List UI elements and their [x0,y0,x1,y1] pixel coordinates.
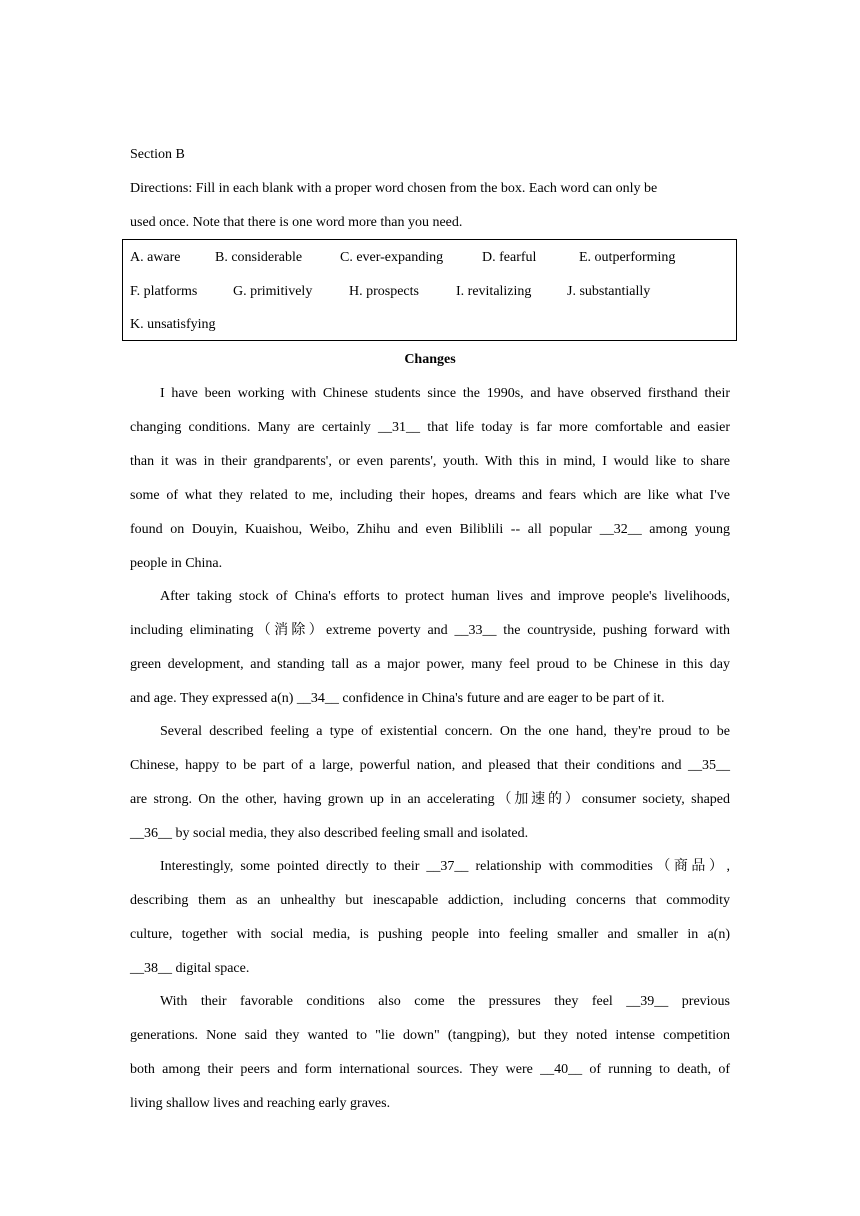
passage-line: Interestingly, some pointed directly to their __37__ relationship with commodities（商品）, [160,859,730,874]
word-bank-box [122,239,737,341]
section-heading: Section B [130,147,185,162]
passage-line: With their favorable conditions also come the pressures they feel __39__ previous [160,994,730,1009]
directions-line-1: Directions: Fill in each blank with a proper word chosen from the box. Each word can only be [130,181,658,196]
option-k: K. unsatisfying [130,317,216,332]
passage-line: living shallow lives and reaching early graves. [130,1096,391,1111]
passage-line: __38__ digital space. [130,961,250,976]
passage-line: I have been working with Chinese students since the 1990s, and have observed firsthand their [160,386,730,401]
option-b: B. considerable [215,250,303,265]
passage-line: changing conditions. Many are certainly __31__ that life today is far more comfortable and easier [130,420,730,435]
passage-line: green development, and standing tall as a major power, many feel proud to be Chinese in this day [130,657,730,672]
passage-line: found on Douyin, Kuaishou, Weibo, Zhihu and even Biliblili -- all popular __32__ among young [130,522,730,537]
option-j: J. substantially [567,284,651,299]
directions-line-2: used once. Note that there is one word more than you need. [130,215,463,230]
option-c: C. ever-expanding [340,250,444,265]
passage-line: including eliminating（消除）extreme poverty and __33__ the countryside, pushing forward with [130,623,730,638]
passage-line: After taking stock of China's efforts to protect human lives and improve people's livelihoods, [160,589,730,604]
passage-line: __36__ by social media, they also described feeling small and isolated. [130,826,529,841]
passage-line: are strong. On the other, having grown up in an accelerating（加速的）consumer society, shaped [130,792,730,807]
passage-line: than it was in their grandparents', or even parents', youth. With this in mind, I would like to share [130,454,730,469]
passage-line: some of what they related to me, including their hopes, dreams and fears which are like what I've [130,488,730,503]
passage-line: Chinese, happy to be part of a large, powerful nation, and pleased that their conditions and __35__ [130,758,730,773]
passage-line: generations. None said they wanted to "lie down" (tangping), but they noted intense competition [130,1028,730,1043]
option-f: F. platforms [130,284,198,299]
option-e: E. outperforming [579,250,676,265]
passage-line: culture, together with social media, is pushing people into feeling smaller and smaller in a(n) [130,927,730,942]
option-a: A. aware [130,250,181,265]
passage-line: people in China. [130,556,223,571]
option-h: H. prospects [349,284,419,299]
passage-line: describing them as an unhealthy but inescapable addiction, including concerns that commodity [130,893,730,908]
passage-title: Changes [404,352,456,367]
passage-line: Several described feeling a type of existential concern. On the one hand, they're proud to be [160,724,730,739]
option-i: I. revitalizing [456,284,532,299]
option-d: D. fearful [482,250,537,265]
option-g: G. primitively [233,284,313,299]
passage-line: both among their peers and form international sources. They were __40__ of running to death, of [130,1062,730,1077]
passage-line: and age. They expressed a(n) __34__ confidence in China's future and are eager to be part of it. [130,691,665,706]
